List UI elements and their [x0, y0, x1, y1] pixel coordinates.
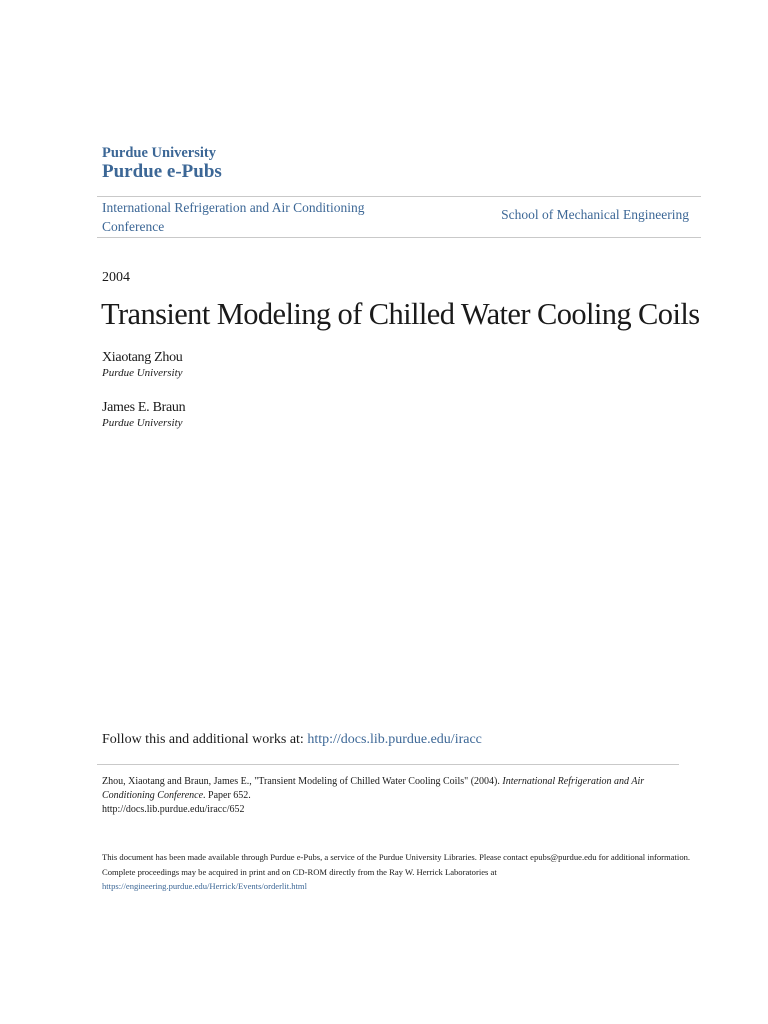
author-block — [102, 400, 185, 429]
repository-link[interactable]: Purdue e-Pubs — [102, 161, 222, 182]
paper-title: Transient Modeling of Chilled Water Cooling Coils — [101, 297, 700, 331]
header-divider-bottom — [97, 237, 701, 238]
availability-notice — [102, 850, 692, 894]
author-name[interactable]: James E. Braun — [102, 400, 186, 415]
author-block — [102, 350, 183, 379]
citation-block: Zhou, Xiaotang and Braun, James E., "Transient Modeling of Chilled Water Cooling Coils" (2004). International Refrigeration and Air Conditioning Conference. Paper 652. http://docs.lib.purdue.edu/iracc/652 — [102, 776, 645, 815]
notice-line-2 — [102, 865, 692, 894]
author-affiliation: Purdue University — [102, 417, 183, 429]
follow-divider — [97, 764, 679, 765]
notice-line-2-text: Complete proceedings may be acquired in print and on CD-ROM directly from the Ray W. Herrick Laboratories at — [102, 866, 497, 877]
follow-url-link[interactable]: http://docs.lib.purdue.edu/iracc — [307, 732, 482, 747]
university-link[interactable]: Purdue University — [102, 145, 216, 161]
citation-text: Zhou, Xiaotang and Braun, James E., "Transient Modeling of Chilled Water Cooling Coils" (2004). — [102, 776, 500, 787]
notice-line-1: This document has been made available through Purdue e-Pubs, a service of the Purdue University Libraries. Please contact epubs@purdue.edu for additional information. — [102, 852, 691, 862]
author-name[interactable]: Xiaotang Zhou — [102, 350, 183, 365]
follow-line — [102, 732, 482, 748]
conference-link[interactable]: International Refrigeration and Air Conditioning Conference — [102, 200, 365, 234]
header-divider-top — [97, 196, 701, 197]
publication-year: 2004 — [102, 270, 130, 285]
author-affiliation: Purdue University — [102, 367, 183, 379]
notice-url-link[interactable]: https://engineering.purdue.edu/Herrick/Events/orderlit.html — [102, 881, 308, 891]
citation-url[interactable]: http://docs.lib.purdue.edu/iracc/652 — [102, 804, 245, 815]
department-link[interactable]: School of Mechanical Engineering — [501, 207, 689, 222]
follow-label: Follow this and additional works at: — [102, 732, 304, 747]
citation-venue: International Refrigeration and Air Conditioning Conference — [102, 776, 645, 801]
citation-paper-number: Paper 652. — [208, 790, 251, 801]
